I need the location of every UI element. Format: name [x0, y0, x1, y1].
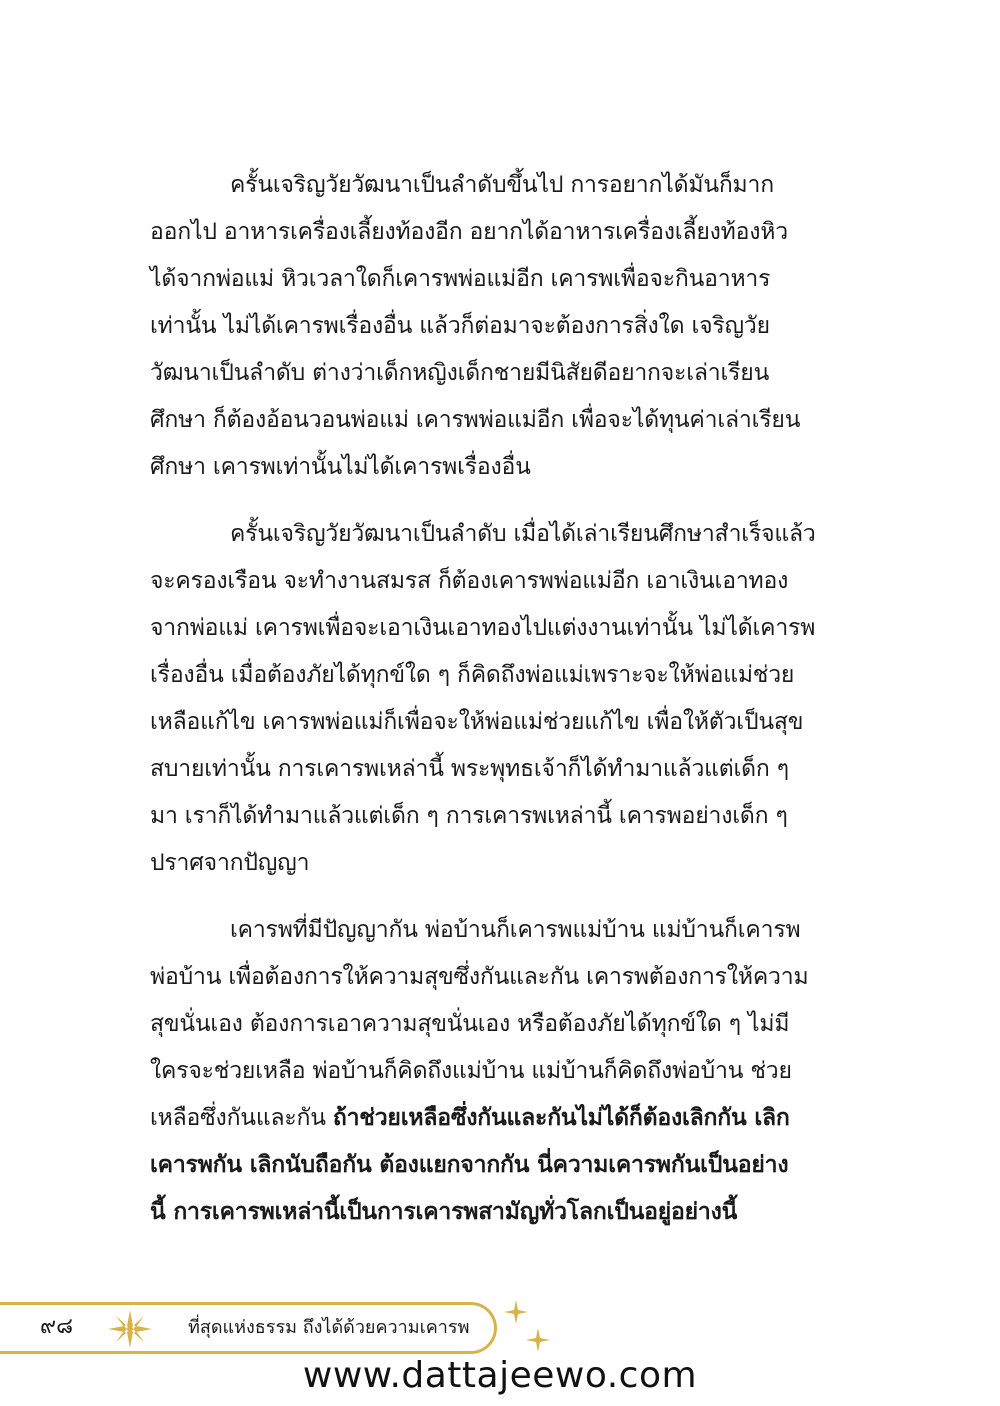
text-line: เหลือแก้ไข เคารพพ่อแม่ก็เพื่อจะให้พ่อแม่ช่วยแก้ไข เพื่อให้ตัวเป็นสุข — [150, 709, 804, 735]
bold-text-segment: ถ้าช่วยเหลือซึ่งกันและกันไม่ได้ก็ต้องเลิกกัน เลิก — [332, 1105, 790, 1131]
footer-book-title: ที่สุดแห่งธรรม ถึงได้ด้วยความเคารพ — [188, 1317, 470, 1338]
text-line: ครั้นเจริญวัยวัฒนาเป็นลำดับขึ้นไป การอยากได้มันก็มาก — [230, 172, 774, 198]
text-line: มา เราก็ได้ทำมาแล้วแต่เด็ก ๆ การเคารพเหล่านี้ เคารพอย่างเด็ก ๆ — [150, 803, 788, 829]
sparkle-ornament-icon — [500, 1298, 556, 1356]
text-line: ออกไป อาหารเครื่องเลี้ยงท้องอีก อยากได้อาหารเครื่องเลี้ยงท้องหิว — [150, 219, 788, 245]
text-line: ปราศจากปัญญา — [150, 850, 310, 876]
website-url: www.dattajeewo.com — [302, 1355, 698, 1396]
paragraph-3 — [150, 907, 818, 1236]
text-line: ศึกษา เคารพเท่านั้นไม่ได้เคารพเรื่องอื่น — [150, 454, 531, 480]
bold-text-line: นี้ การเคารพเหล่านี้เป็นการเคารพสามัญทั่วโลกเป็นอยู่อย่างนี้ — [150, 1199, 738, 1225]
text-line: ได้จากพ่อแม่ หิวเวลาใดก็เคารพพ่อแม่อีก เคารพเพื่อจะกินอาหาร — [150, 266, 771, 292]
text-segment: เหลือซึ่งกันและกัน — [150, 1105, 333, 1131]
text-line: ศึกษา ก็ต้องอ้อนวอนพ่อแม่ เคารพพ่อแม่อีก เพื่อจะได้ทุนค่าเล่าเรียน — [150, 407, 801, 433]
ornament-icon — [104, 1306, 156, 1352]
text-line: ครั้นเจริญวัยวัฒนาเป็นลำดับ เมื่อได้เล่าเรียนศึกษาสำเร็จแล้ว — [230, 521, 816, 547]
page-body — [150, 162, 818, 1256]
text-line: วัฒนาเป็นลำดับ ต่างว่าเด็กหญิงเด็กชายมีนิสัยดีอยากจะเล่าเรียน — [150, 360, 770, 386]
paragraph-2 — [150, 511, 818, 887]
text-line: เคารพที่มีปัญญากัน พ่อบ้านก็เคารพแม่บ้าน แม่บ้านก็เคารพ — [230, 917, 801, 943]
text-line: จากพ่อแม่ เคารพเพื่อจะเอาเงินเอาทองไปแต่งงานเท่านั้น ไม่ได้เคารพ — [150, 615, 816, 641]
text-line: เรื่องอื่น เมื่อต้องภัยได้ทุกข์ใด ๆ ก็คิดถึงพ่อแม่เพราะจะให้พ่อแม่ช่วย — [150, 662, 795, 688]
text-line: จะครองเรือน จะทำงานสมรส ก็ต้องเคารพพ่อแม่อีก เอาเงินเอาทอง — [150, 568, 789, 594]
text-line: สุขนั่นเอง ต้องการเอาความสุขนั่นเอง หรือต้องภัยได้ทุกข์ใด ๆ ไม่มี — [150, 1011, 790, 1037]
bold-text-line: เคารพกัน เลิกนับถือกัน ต้องแยกจากกัน นี่ความเคารพกันเป็นอย่าง — [150, 1152, 789, 1178]
text-line: พ่อบ้าน เพื่อต้องการให้ความสุขซึ่งกันและกัน เคารพต้องการให้ความ — [150, 964, 809, 990]
text-line: เท่านั้น ไม่ได้เคารพเรื่องอื่น แล้วก็ต่อมาจะต้องการสิ่งใด เจริญวัย — [150, 313, 770, 339]
text-line: ใครจะช่วยเหลือ พ่อบ้านก็คิดถึงแม่บ้าน แม่บ้านก็คิดถึงพ่อบ้าน ช่วย — [150, 1058, 792, 1084]
text-line-mixed — [150, 1095, 818, 1142]
text-line: สบายเท่านั้น การเคารพเหล่านี้ พระพุทธเจ้าก็ได้ทำมาแล้วแต่เด็ก ๆ — [150, 756, 789, 782]
paragraph-1 — [150, 162, 818, 491]
page-number: ๙๘ — [40, 1314, 74, 1339]
